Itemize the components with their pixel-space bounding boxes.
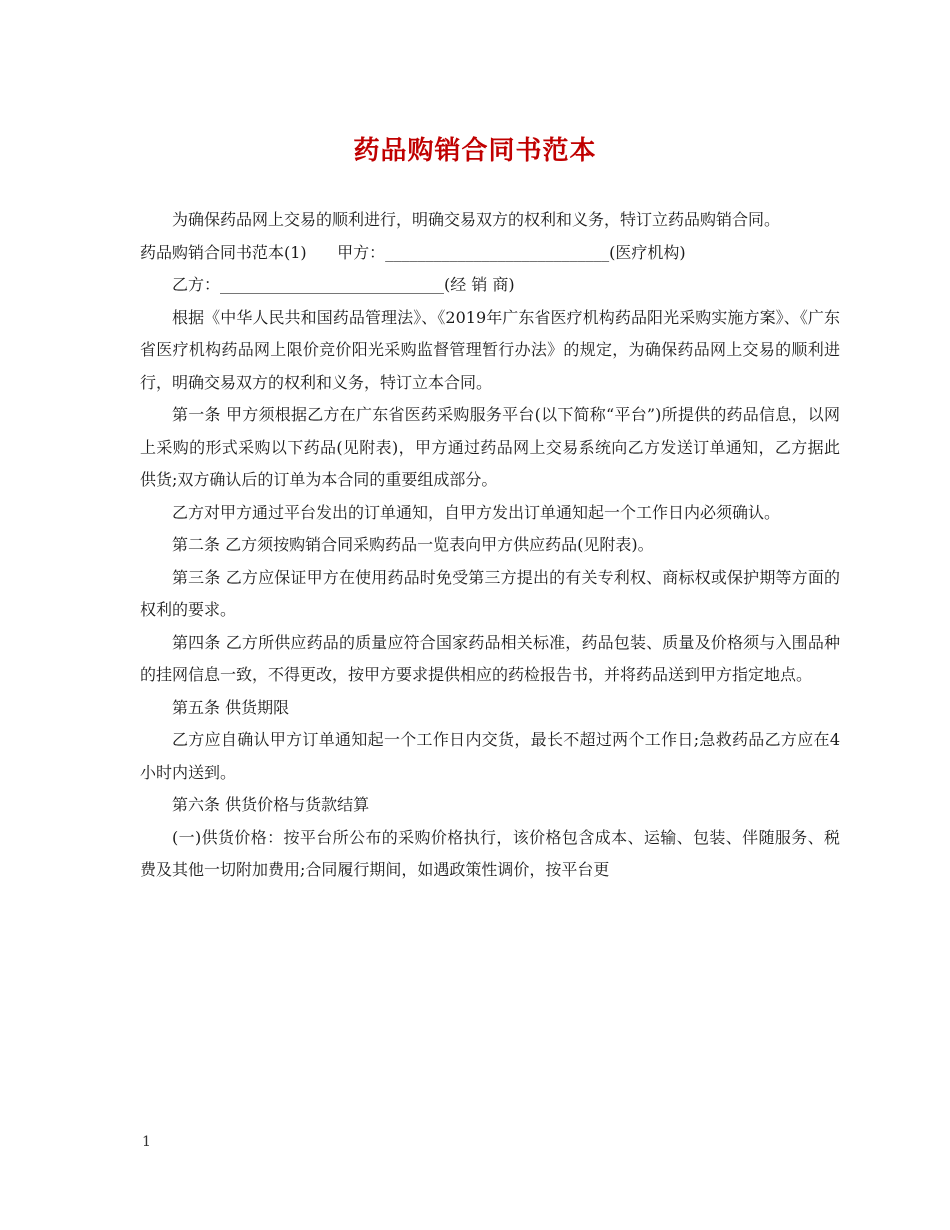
intro-paragraph: 为确保药品网上交易的顺利进行，明确交易双方的权利和义务，特订立药品购销合同。	[172, 210, 781, 229]
document-title: 药品购销合同书范本	[353, 136, 597, 166]
paragraph-article-2: 第二条 乙方须按购销合同采购药品一览表向甲方供应药品(见附表)。	[172, 535, 654, 554]
paragraph-confirmation: 乙方对甲方通过平台发出的订单通知，自甲方发出订单通知起一个工作日内必须确认。	[172, 502, 781, 522]
page-number: 1	[142, 1134, 151, 1150]
party-b-line: 乙方：____________________________(经 销 商)	[172, 275, 515, 294]
paragraph-legal-basis: 根据《中华人民共和国药品管理法》、《2019年广东省医疗机构药品阳光采购实施方案》、《广东省医疗机构药品网上限价竞价阳光采购监督管理暂行办法》的规定，为确保药品网上交易的顺利进行，明确交易双方的权利和义务，特订立本合同。	[140, 307, 840, 392]
paragraph-article-3: 第三条 乙方应保证甲方在使用药品时免受第三方提出的有关专利权、商标权或保护期等方面的权利的要求。	[140, 567, 840, 619]
paragraph-article-4: 第四条 乙方所供应药品的质量应符合国家药品相关标准，药品包装、质量及价格须与入围品种的挂网信息一致，不得更改，按甲方要求提供相应的药检报告书，并将药品送到甲方指定地点。	[140, 632, 840, 684]
paragraph-supply-price: (一)供货价格：按平台所公布的采购价格执行，该价格包含成本、运输、包装、伴随服务、税费及其他一切附加费用;合同履行期间，如遇政策性调价，按平台更	[140, 827, 840, 879]
paragraph-article-6-heading: 第六条 供货价格与货款结算	[172, 795, 370, 814]
paragraph-article-5-heading: 第五条 供货期限	[172, 697, 290, 717]
paragraph-delivery-term: 乙方应自确认甲方订单通知起一个工作日内交货，最长不超过两个工作日;急救药品乙方应在4小时内送到。	[140, 730, 840, 782]
document-body	[140, 204, 840, 887]
party-a-line: 药品购销合同书范本(1) 甲方：____________________________(医疗机构)	[140, 242, 686, 262]
paragraph-article-1: 第一条 甲方须根据乙方在广东省医药采购服务平台(以下简称“平台”)所提供的药品信息，以网上采购的形式采购以下药品(见附表)，甲方通过药品网上交易系统向乙方发送订单通知，乙方据此供货;双方确认后的订单为本合同的重要组成部分。	[140, 405, 840, 489]
